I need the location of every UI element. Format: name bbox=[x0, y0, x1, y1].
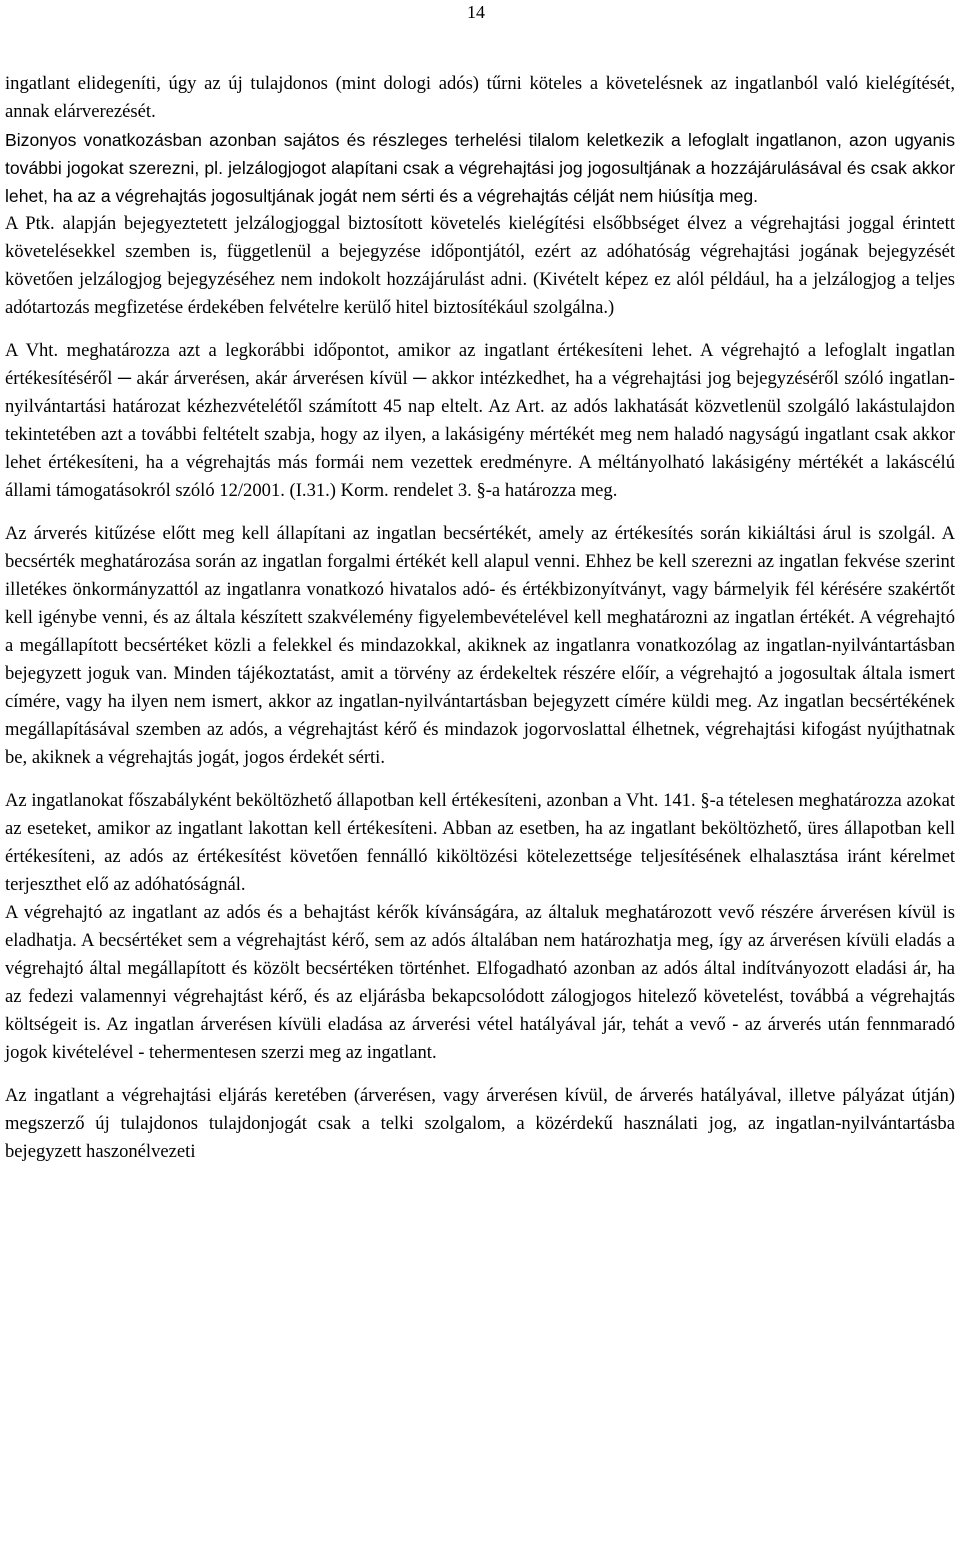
paragraph-4-part-a: Az ingatlanokat főszabályként beköltözhető állapotban kell értékesíteni, azonban a Vht. 141. §-a tételesen meghatározza azokat az eseteket, amikor az ingatlant lakottan kell értékesíteni. Abban az esetben, ha az ingatlant beköltözhető, üres állapotban kell értékesíteni, az adós az értékesítést követően fennálló kiköltözési kötelezettsége teljesítésének elhalasztása iránt kérelmet terjeszthet elő az adóhatóságnál. bbox=[5, 790, 955, 895]
paragraph-1 bbox=[5, 70, 955, 322]
paragraph-5: Az ingatlant a végrehajtási eljárás keretében (árverésen, vagy árverésen kívül, de árverés hatályával, illetve pályázat útján) megszerző új tulajdonos tulajdonjogát csak a telki szolgalom, a közérdekű használati jog, az ingatlan-nyilvántartásba bejegyzett haszonélvezeti bbox=[5, 1085, 955, 1162]
paragraph-1-part-a: ingatlant elidegeníti, úgy az új tulajdonos (mint dologi adós) tűrni köteles a követelésnek az ingatlanból való kielégítését, annak elárverezését. bbox=[5, 73, 955, 122]
paragraph-1-part-c: A Ptk. alapján bejegyeztetett jelzálogjoggal biztosított követelés kielégítési elsőbbséget élvez a végrehajtási joggal érintett követelésekkel szemben is, függetlenül a bejegyzése időpontjától, ezért az adóhatóság végrehajtási jogának bejegyzését követően jelzálogjog bejegyzéséhez nem indokolt hozzájárulást adni. (Kivételt képez ez alól például, ha a jelzálogjog a teljes adótartozás megfizetése érdekében felvételre kerülő hitel biztosítékául szolgálna.) bbox=[5, 213, 955, 318]
document-body bbox=[5, 70, 955, 1166]
paragraph-4-part-b: A végrehajtó az ingatlant az adós és a behajtást kérők kívánságára, az általuk meghatározott vevő részére árverésen kívül is eladhatja. A becsértéket sem a végrehajtást kérő, sem az adós általában nem határozhatja meg, így az árverésen kívüli eladás a végrehajtó által megállapított és közölt becsértéken történhet. Elfogadható azonban az adós által indítványozott eladási ár, ha az fedezi valamennyi végrehajtást kérő, és az eljárásba bekapcsolódott zálogjogos hitelező követelést, továbbá a végrehajtás költségeit is. Az ingatlan árverésen kívüli eladása az árverési vétel hatályával jár, tehát a vevő - az árverés után fennmaradó jogok kivételével - tehermentesen szerzi meg az ingatlant. bbox=[5, 902, 955, 1063]
paragraph-2: A Vht. meghatározza azt a legkorábbi időpontot, amikor az ingatlant értékesíteni lehet. A végrehajtó a lefoglalt ingatlan értékesítéséről ─ akár árverésen, akár árverésen kívül ─ akkor intézkedhet, ha a végrehajtási jog bejegyzéséről szóló ingatlan-nyilvántartási határozat kézhezvételétől számított 45 nap eltelt. Az Art. az adós lakhatását közvetlenül szolgáló lakástulajdon tekintetében azt a további feltételt szabja, hogy az ilyen, a lakásigény mértékét meg nem haladó nagyságú ingatlant csak akkor lehet értékesíteni, ha a végrehajtás más formái nem vezettek eredményre. A méltányolható lakásigény mértékét a lakáscélú állami támogatásokról szóló 12/2001. (I.31.) Korm. rendelet 3. §-a határozza meg. bbox=[5, 340, 955, 501]
page-number: 14 bbox=[467, 2, 485, 22]
paragraph-3: Az árverés kitűzése előtt meg kell állapítani az ingatlan becsértékét, amely az értékesítés során kikiáltási árul is szolgál. A becsérték meghatározása során az ingatlan forgalmi értékét kell alapul venni. Ehhez be kell szerezni az ingatlan fekvése szerint illetékes önkormányzattól az ingatlanra vonatkozó hivatalos adó- és értékbizonyítványt, vagy bármelyik fél kérésére szakértőt kell igénybe venni, és az általa készített szakvélemény figyelembevételével kell meghatározni az ingatlan értékét. A végrehajtó a megállapított becsértéket közli a felekkel és mindazokkal, akiknek az ingatlanra vonatkozólag az ingatlan-nyilvántartásban bejegyzett joguk van. Minden tájékoztatást, amit a törvény az érdekeltek részére előír, a végrehajtó a jogosultak általa ismert címére, vagy ha ilyen nem ismert, akkor az ingatlan-nyilvántartásban bejegyzett címére küldi meg. Az ingatlan becsértékének megállapításával szemben az adós, a végrehajtást kérő és mindazok jogorvoslattal élhetnek, végrehajtási kifogást nyújthatnak be, akiknek a végrehajtás jogát, jogos érdekét sérti. bbox=[5, 523, 955, 768]
paragraph-4 bbox=[5, 787, 955, 1067]
paragraph-1-part-b: Bizonyos vonatkozásban azonban sajátos és részleges terhelési tilalom keletkezik a lefoglalt ingatlanon, azon ugyanis további jogokat szerezni, pl. jelzálogjogot alapítani csak a végrehajtási jog jogosultjának a hozzájárulásával és csak akkor lehet, ha az a végrehajtás jogosultjának jogát nem sérti és a végrehajtás célját nem hiúsítja meg. bbox=[5, 130, 955, 206]
